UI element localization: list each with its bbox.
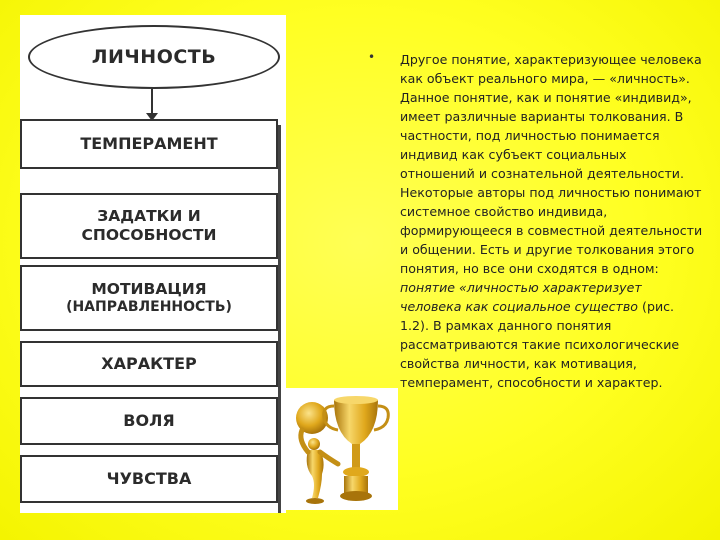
diagram-top-oval: ЛИЧНОСТЬ	[28, 25, 280, 89]
box-label: ТЕМПЕРАМЕНТ	[80, 134, 218, 153]
personality-structure-diagram	[20, 15, 286, 513]
box-label: МОТИВАЦИЯ	[91, 279, 207, 298]
trophy-image	[286, 388, 398, 510]
box-label: СПОСОБНОСТИ	[81, 226, 217, 244]
box-label: ХАРАКТЕР	[101, 354, 197, 373]
diagram-box-character	[20, 341, 278, 387]
diagram-box-motivation	[20, 265, 278, 331]
paragraph-text-end: (рис. 1.2). В рамках данного понятия рассматриваются такие психологические свойства личности, как мотивация, темперамент, способности и характер.	[400, 299, 680, 390]
trophy-achievement-icon	[286, 388, 398, 510]
body-paragraph	[370, 50, 705, 392]
diagram-box-temperament	[20, 119, 278, 169]
paragraph-italic: понятие «личностью характеризует человека как социальное существо	[400, 280, 642, 314]
diagram-side-rail	[278, 125, 281, 513]
bullet-marker: •	[368, 50, 376, 64]
slide-text	[370, 50, 705, 392]
box-label: ЧУВСТВА	[106, 469, 192, 488]
paragraph-text: Другое понятие, характеризующее человека как объект реального мира, — «личность». Данное понятие, как и понятие «индивид», имеет различные варианты толкования. В частности, под личностью понимается индивид как субъект социальных отношений и сознательной деятельности. Некоторые авторы под личностью понимают системное свойство индивида, формирующееся в совместной деятельности и общении. Есть и другие толкования этого понятия, но все они сходятся в одном:	[400, 52, 703, 276]
box-label: ЗАДАТКИ И	[97, 206, 201, 225]
box-label: (НАПРАВЛЕННОСТЬ)	[66, 298, 232, 315]
diagram-box-abilities	[20, 193, 278, 259]
box-label: ВОЛЯ	[123, 411, 175, 430]
diagram-box-will	[20, 397, 278, 445]
diagram-box-feelings	[20, 455, 278, 503]
